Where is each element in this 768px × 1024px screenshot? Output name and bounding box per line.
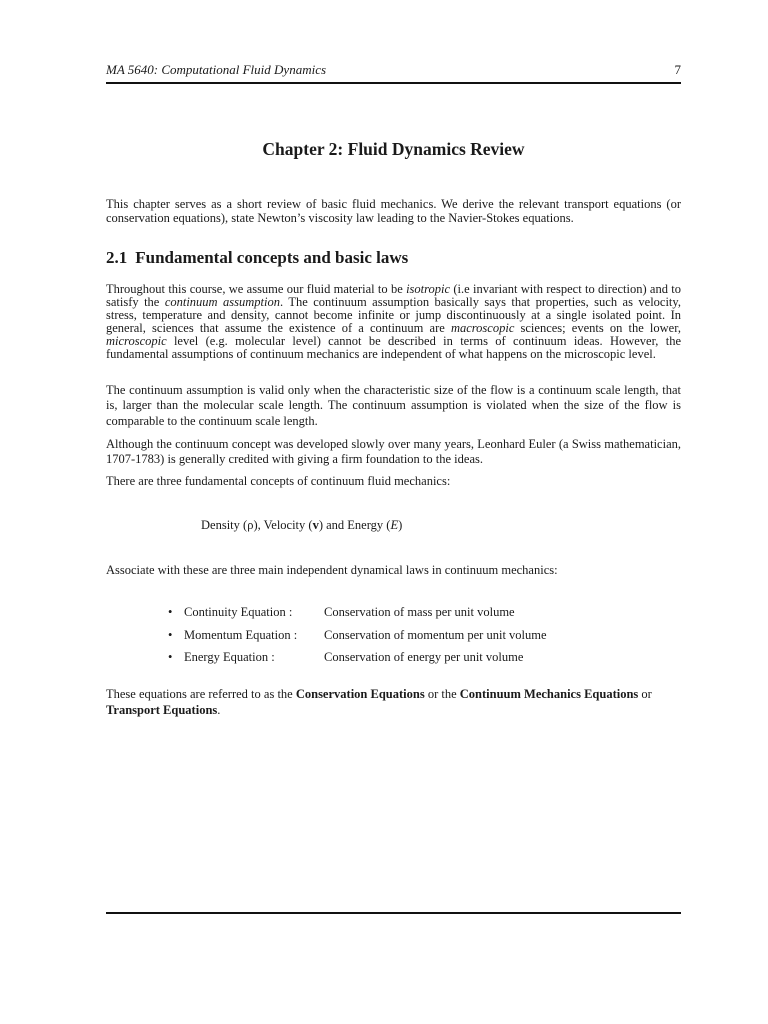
running-header <box>106 61 681 79</box>
emphasis-continuum-assumption: continuum assumption <box>164 295 280 310</box>
text-run: sciences; events on the lower, <box>514 321 681 336</box>
bullet: • <box>168 605 173 619</box>
bold-conservation-equations: Conservation Equations <box>295 687 425 701</box>
section-number: 2.1 <box>106 248 128 267</box>
emphasis-microscopic: microscopic <box>106 334 167 349</box>
paragraph-concepts-intro: There are three fundamental concepts of continuum fluid mechanics: <box>106 474 451 488</box>
law-description: Conservation of mass per unit volume <box>324 605 515 619</box>
paragraph-laws-intro: Associate with these are three main independent dynamical laws in continuum mechanics: <box>106 563 558 577</box>
text-run: These equations are referred to as the <box>106 687 296 701</box>
text-run: or the <box>424 687 460 701</box>
section-heading <box>106 247 681 269</box>
symbol-rho: ρ <box>247 518 254 532</box>
law-description: Conservation of energy per unit volume <box>324 650 524 664</box>
text-run: Throughout this course, we assume our fluid material to be <box>106 282 407 296</box>
bullet: • <box>168 627 173 642</box>
law-name: Energy Equation : <box>184 650 275 664</box>
paragraph-euler: Although the continuum concept was developed slowly over many years, Leonhard Euler (a Swiss mathematician, 1707-1783) is generally credited with giving a firm foundation to the ideas. <box>106 437 681 467</box>
paragraph-validity: The continuum assumption is valid only when the characteristic size of the flow is a continuum scale length, that is, larger than the molecular scale length. The continuum assumption is violated when the size of the flow is comparable to the continuum scale length. <box>106 383 681 428</box>
text-run: ) <box>398 518 403 532</box>
footer-rule <box>106 912 681 914</box>
paragraph-continuum-assumption <box>106 283 681 362</box>
text-run: Density ( <box>201 518 248 532</box>
text-run: (i.e invariant with respect to direction) and to satisfy the <box>106 282 681 310</box>
text-run: ) and Energy ( <box>318 518 391 532</box>
paragraph-conservation-equations <box>106 687 681 718</box>
chapter-title: Chapter 2: Fluid Dynamics Review <box>262 139 525 159</box>
course-title: MA 5640: Computational Fluid Dynamics <box>106 62 327 77</box>
law-name: Momentum Equation : <box>184 627 298 642</box>
emphasis-macroscopic: macroscopic <box>450 321 515 336</box>
emphasis-isotropic: isotropic <box>406 282 451 296</box>
symbol-velocity: v <box>312 518 319 532</box>
header-rule <box>106 82 681 84</box>
section-title: Fundamental concepts and basic laws <box>135 248 409 267</box>
text-run: . The continuum assumption basically says that properties, such as velocity, stress, temperature and density, cannot become infinite or jump discontinuously at a single isolated point. In general, sciences that assume the existence of a continuum are <box>106 295 681 336</box>
law-name: Continuity Equation : <box>184 605 293 619</box>
text-run: . <box>217 702 221 717</box>
text-run: level (e.g. molecular level) cannot be described in terms of continuum ideas. However, the fundamental assumptions of continuum mechanics are independent of what happens on the microscopic level. <box>106 334 681 362</box>
page-number: 7 <box>674 62 681 77</box>
bold-transport-equations: Transport Equations <box>106 702 218 717</box>
bullet: • <box>168 650 173 664</box>
document-page <box>106 0 681 1024</box>
symbol-energy: E <box>390 518 399 532</box>
text-run: or <box>638 687 652 701</box>
law-description: Conservation of momentum per unit volume <box>324 627 547 642</box>
bold-continuum-mechanics-equations: Continuum Mechanics Equations <box>459 687 639 701</box>
fundamental-concepts <box>201 517 402 533</box>
intro-paragraph: This chapter serves as a short review of basic fluid mechanics. We derive the relevant transport equations (or conservation equations), state Newton’s viscosity law leading to the Navier-Stokes equations. <box>106 197 681 226</box>
text-run: ), Velocity ( <box>253 518 313 532</box>
